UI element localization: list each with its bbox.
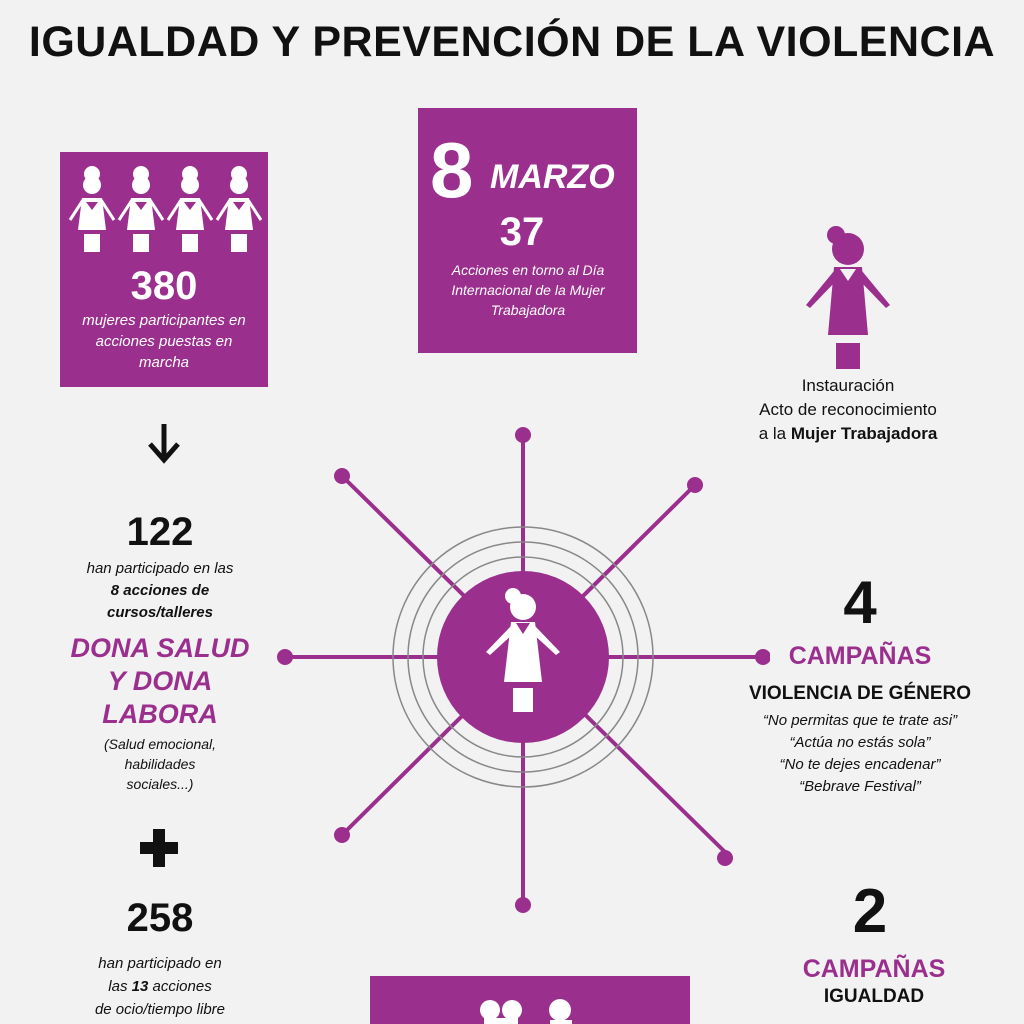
women-participants-box: [60, 152, 268, 387]
program-note-line-2: habilidades: [124, 756, 196, 772]
plus-icon: [138, 827, 180, 869]
hub-woman-icon: [270, 420, 770, 920]
woman-icon: [800, 225, 896, 375]
campaign-item: “Actúa no estás sola”: [789, 734, 931, 751]
leisure-line-3: de ocio/tiempo libre: [94, 1001, 226, 1018]
violence-campaigns-label: CAMPAÑAS: [788, 642, 932, 670]
program-note-line-3: sociales...): [126, 776, 194, 792]
march-month: MARZO: [490, 158, 615, 196]
courses-text: [40, 558, 280, 624]
violence-campaigns-subtitle: VIOLENCIA DE GÉNERO: [748, 683, 972, 704]
people-icon: [472, 998, 582, 1024]
down-arrow-icon: [146, 422, 182, 464]
campaign-item: “Bebrave Festival”: [799, 778, 921, 795]
leisure-line-1: han participado en: [98, 955, 222, 972]
program-name: [40, 632, 280, 731]
march-day: 8: [430, 126, 474, 214]
courses-line-2: 8 acciones de: [110, 582, 210, 599]
program-name-line-2: Y DONA: [107, 666, 213, 696]
courses-line-1: han participado en las: [86, 560, 234, 577]
march-caption: Acciones en torno al Día Internacional de la Mujer Trabajadora: [451, 262, 605, 318]
march-8-box: [418, 108, 637, 353]
program-note-line-1: (Salud emocional,: [103, 736, 217, 752]
violence-campaigns-number: 4: [843, 569, 877, 636]
march-actions-number: 37: [499, 210, 545, 254]
recognition-line-1: Instauración: [801, 376, 895, 395]
recognition-line-3: a la Mujer Trabajadora: [758, 424, 938, 443]
equality-campaigns-number: 2: [852, 877, 888, 946]
program-note: [60, 734, 260, 794]
bottom-box: [370, 976, 690, 1024]
violence-campaigns-list: [710, 710, 1010, 798]
women-participants-caption: mujeres participantes en acciones puestas en marcha: [82, 312, 246, 371]
leisure-line-2: las 13 acciones: [108, 978, 212, 995]
recognition-line-2: Acto de reconocimiento: [759, 400, 937, 419]
page-title: IGUALDAD Y PREVENCIÓN DE LA VIOLENCIA: [28, 18, 996, 66]
program-name-line-1: DONA SALUD: [70, 633, 250, 663]
equality-campaigns-label: CAMPAÑAS: [802, 955, 946, 983]
campaign-item: “No te dejes encadenar”: [779, 756, 941, 773]
courses-line-3: cursos/talleres: [107, 604, 213, 621]
program-name-line-3: LABORA: [102, 699, 218, 729]
leisure-number: 258: [126, 896, 194, 940]
women-participants-number: 380: [130, 264, 198, 308]
woman-group-icon: [68, 164, 262, 259]
courses-number: 122: [126, 510, 194, 554]
leisure-text: [40, 952, 280, 1021]
campaign-item: “No permitas que te trate asi”: [762, 712, 958, 729]
equality-campaigns-subtitle: IGUALDAD: [823, 986, 925, 1007]
